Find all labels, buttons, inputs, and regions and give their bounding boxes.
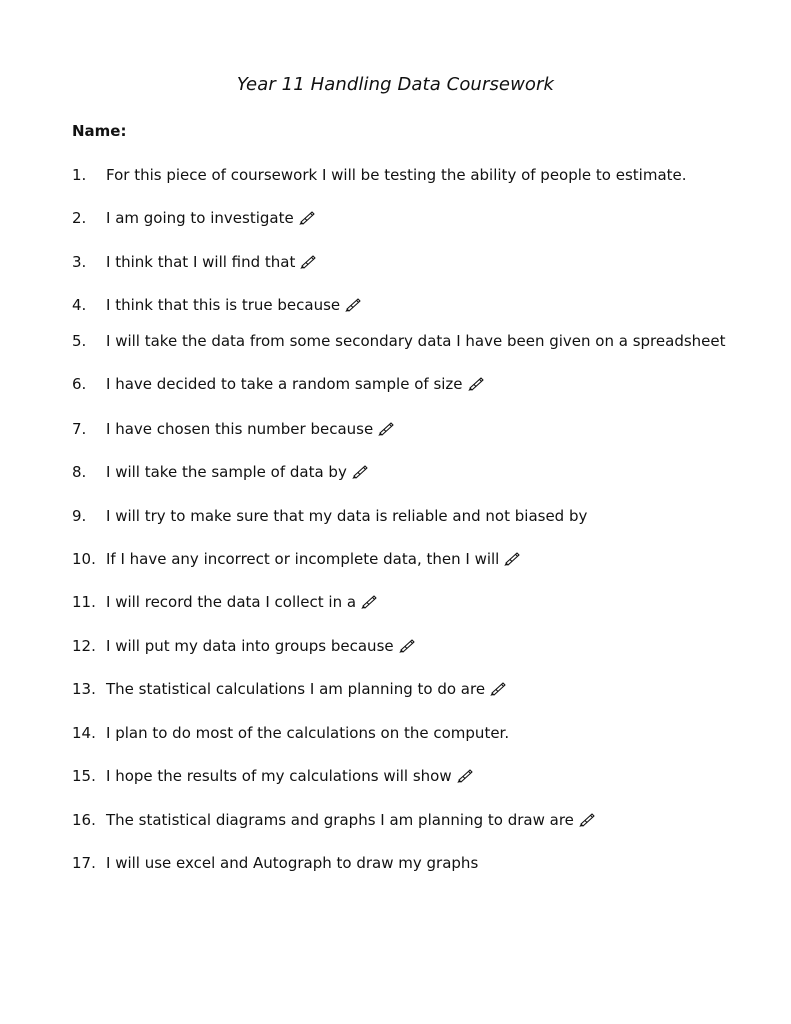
item-number: 13. xyxy=(72,680,96,698)
item-number: 9. xyxy=(72,507,87,525)
list-item xyxy=(72,724,509,742)
list-item xyxy=(72,463,369,481)
list-item xyxy=(72,854,478,872)
page-title: Year 11 Handling Data Coursework xyxy=(236,74,555,95)
item-number: 4. xyxy=(72,296,87,314)
item-number: 2. xyxy=(72,209,87,227)
list-item xyxy=(72,332,726,350)
list-item xyxy=(72,680,507,698)
item-number: 14. xyxy=(72,724,96,742)
list-item xyxy=(72,507,587,525)
item-number: 12. xyxy=(72,637,96,655)
name-label: Name: xyxy=(72,122,127,140)
item-text: For this piece of coursework I will be testing the ability of people to estimate. xyxy=(106,166,687,184)
item-number: 6. xyxy=(72,375,87,393)
item-text: I will use excel and Autograph to draw my graphs xyxy=(106,854,479,872)
item-number: 8. xyxy=(72,463,87,481)
item-text: I will put my data into groups because xyxy=(106,637,394,655)
item-text: I have chosen this number because xyxy=(106,420,374,438)
item-text: I will take the sample of data by xyxy=(106,463,347,481)
item-text: The statistical diagrams and graphs I am planning to draw are xyxy=(106,811,574,829)
item-text: I have decided to take a random sample of size xyxy=(106,375,463,393)
item-number: 1. xyxy=(72,166,87,184)
pencil-icon xyxy=(377,420,395,436)
list-item xyxy=(72,593,378,611)
item-number: 3. xyxy=(72,253,87,271)
item-number: 5. xyxy=(72,332,87,350)
list-item xyxy=(72,550,521,568)
item-text: I will record the data I collect in a xyxy=(106,593,357,611)
pencil-icon xyxy=(398,637,416,653)
pencil-icon xyxy=(489,680,507,696)
item-text: I am going to investigate xyxy=(106,209,294,227)
item-text: I hope the results of my calculations will show xyxy=(106,767,452,785)
pencil-icon xyxy=(351,463,369,479)
item-text: I will take the data from some secondary data I have been given on a spreadsheet xyxy=(106,332,726,350)
item-number: 17. xyxy=(72,854,96,872)
pencil-icon xyxy=(298,209,316,225)
list-item xyxy=(72,811,596,829)
pencil-icon xyxy=(467,375,485,391)
list-item xyxy=(72,296,362,314)
item-text: I think that I will find that xyxy=(106,253,296,271)
list-item xyxy=(72,767,474,785)
list-item xyxy=(72,375,485,393)
pencil-icon xyxy=(360,593,378,609)
item-number: 16. xyxy=(72,811,96,829)
item-text: The statistical calculations I am planning to do are xyxy=(106,680,486,698)
item-text: I think that this is true because xyxy=(106,296,341,314)
item-number: 11. xyxy=(72,593,96,611)
item-number: 15. xyxy=(72,767,96,785)
list-item xyxy=(72,209,316,227)
list-item xyxy=(72,637,416,655)
item-number: 7. xyxy=(72,420,87,438)
list-item xyxy=(72,420,395,438)
pencil-icon xyxy=(456,767,474,783)
item-text: I plan to do most of the calculations on the computer. xyxy=(106,724,510,742)
pencil-icon xyxy=(578,811,596,827)
pencil-icon xyxy=(299,253,317,269)
item-text: I will try to make sure that my data is reliable and not biased by xyxy=(106,507,588,525)
list-item xyxy=(72,253,317,271)
item-number: 10. xyxy=(72,550,96,568)
pencil-icon xyxy=(344,296,362,312)
pencil-icon xyxy=(503,550,521,566)
item-text: If I have any incorrect or incomplete data, then I will xyxy=(106,550,500,568)
list-item xyxy=(72,166,687,184)
